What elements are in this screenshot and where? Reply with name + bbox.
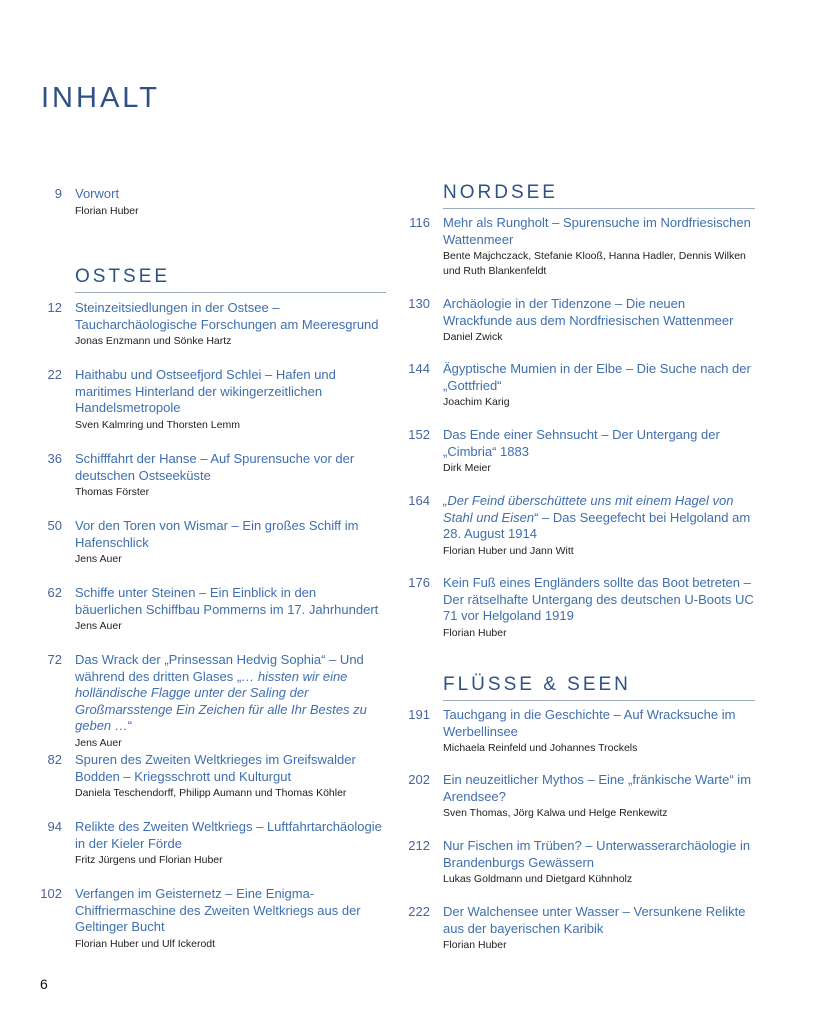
- entry-page-number: 144: [408, 361, 430, 376]
- toc-entry-vorwort[interactable]: [40, 186, 386, 219]
- entry-page-number: 72: [47, 652, 62, 667]
- section-heading-fluesse-seen: FLÜSSE & SEEN: [443, 674, 755, 701]
- entry-title: Der Walchensee unter Wasser – Versunkene Relikte aus der bayerischen Karibik: [443, 904, 746, 936]
- entry-title: Vorwort: [75, 186, 120, 201]
- entry-page-number: 130: [408, 296, 430, 311]
- toc-entry[interactable]: [40, 819, 386, 868]
- toc-entry[interactable]: [40, 518, 386, 567]
- entry-author: Florian Huber: [443, 626, 507, 639]
- entry-author: Jens Auer: [75, 620, 122, 632]
- entry-title: Schiffe unter Steinen – Ein Einblick in den bäuerlichen Schiffbau Pommerns im 17. Jahrhundert: [75, 585, 379, 617]
- entry-author: Bente Majchczack, Stefanie Klooß, Hanna Hadler, Dennis Wilken und Ruth Blankenfeldt: [443, 250, 746, 277]
- section-heading-ostsee: OSTSEE: [75, 266, 386, 293]
- entry-author: Michaela Reinfeld und Johannes Trockels: [443, 742, 638, 754]
- entry-page-number: 12: [47, 300, 62, 315]
- toc-entry[interactable]: [408, 772, 755, 821]
- toc-entry[interactable]: [40, 752, 386, 801]
- toc-entry[interactable]: [408, 904, 755, 953]
- entry-page-number: 62: [47, 585, 62, 600]
- entry-title: Tauchgang in die Geschichte – Auf Wracksuche im Werbellinsee: [443, 707, 736, 739]
- entry-page-number: 82: [47, 752, 62, 767]
- entry-page-number: 202: [408, 772, 430, 787]
- entry-author: Jens Auer: [75, 553, 122, 565]
- entry-title: Archäologie in der Tidenzone – Die neuen Wrackfunde aus dem Nordfriesischen Wattenmeer: [443, 296, 734, 328]
- entry-title: [443, 493, 755, 543]
- entry-page-number: 9: [54, 186, 62, 201]
- entry-title-quote: „Der Feind überschüttete uns mit einem Hagel von Stahl und Eisen: [443, 493, 734, 525]
- toc-entry[interactable]: [40, 451, 386, 500]
- entry-page-number: 36: [47, 451, 62, 466]
- entry-page-number: 50: [47, 518, 62, 533]
- entry-title: Steinzeitsiedlungen in der Ostsee – Taucharchäologische Forschungen am Meeresgrund: [75, 300, 379, 332]
- entry-page-number: 116: [409, 215, 430, 230]
- entry-title: Nur Fischen im Trüben? – Unterwasserarchäologie in Brandenburgs Gewässern: [443, 838, 751, 870]
- entry-title: Haithabu und Ostseefjord Schlei – Hafen und maritimes Hinterland der wikingerzeitlichen Handelsmetropole: [75, 367, 336, 415]
- entry-author: Dirk Meier: [443, 462, 491, 474]
- toc-entry[interactable]: [40, 300, 386, 349]
- entry-title: Ein neuzeitlicher Mythos – Eine „fränkische Warte“ im Arendsee?: [443, 772, 752, 804]
- toc-entry[interactable]: [40, 652, 386, 751]
- toc-entry[interactable]: [408, 427, 755, 476]
- entry-page-number: 102: [40, 886, 62, 901]
- entry-title: Mehr als Rungholt – Spurensuche im Nordfriesischen Wattenmeer: [443, 215, 751, 247]
- entry-author: Florian Huber: [443, 939, 507, 951]
- entry-title-text: Das Wrack der „Prinsessan Hedvig Sophia“ – Und während des dritten Glases „: [75, 652, 364, 684]
- toc-entry[interactable]: [408, 493, 755, 559]
- entry-title: Kein Fuß eines Engländers sollte das Boot betreten – Der rätselhafte Untergang des deutschen U-Boots UC 71 vor Helgoland 1919: [443, 575, 754, 623]
- toc-entry[interactable]: [408, 707, 755, 756]
- entry-title: Schifffahrt der Hanse – Auf Spurensuche vor der deutschen Ostseeküste: [75, 451, 355, 483]
- page-number: 6: [40, 976, 48, 992]
- entry-author: Daniel Zwick: [443, 331, 503, 343]
- entry-page-number: 164: [408, 493, 430, 508]
- entry-author: Florian Huber und Jann Witt: [443, 544, 574, 557]
- entry-page-number: 22: [47, 367, 62, 382]
- entry-title: Verfangen im Geisternetz – Eine Enigma-Chiffriermaschine des Zweiten Weltkriegs aus der Geltinger Bucht: [75, 886, 361, 934]
- entry-title: Ägyptische Mumien in der Elbe – Die Suche nach der „Gottfried“: [443, 361, 751, 393]
- entry-author: Lukas Goldmann und Dietgard Kühnholz: [443, 873, 633, 885]
- entry-author: Florian Huber und Ulf Ickerodt: [75, 937, 216, 950]
- toc-entry[interactable]: [408, 361, 755, 410]
- entry-author: Sven Thomas, Jörg Kalwa und Helge Renkewitz: [443, 807, 668, 819]
- toc-entry[interactable]: [408, 215, 755, 279]
- entry-author: Fritz Jürgens und Florian Huber: [75, 854, 223, 866]
- entry-author: Jonas Enzmann und Sönke Hartz: [75, 335, 232, 347]
- entry-author: Joachim Karig: [443, 396, 510, 408]
- entry-page-number: 152: [408, 427, 430, 442]
- entry-author: Jens Auer: [75, 736, 122, 749]
- toc-entry[interactable]: [408, 575, 755, 641]
- section-heading-nordsee: NORDSEE: [443, 182, 755, 209]
- entry-author: Florian Huber: [75, 204, 139, 217]
- entry-page-number: 176: [408, 575, 430, 590]
- toc-entry[interactable]: [40, 585, 386, 634]
- entry-page-number: 212: [408, 838, 430, 853]
- entry-page-number: 222: [408, 904, 430, 919]
- entry-title: Spuren des Zweiten Weltkrieges im Greifswalder Bodden – Kriegsschrott und Kulturgut: [75, 752, 356, 784]
- entry-title: [75, 652, 386, 735]
- entry-title-text: “: [127, 718, 133, 733]
- entry-title: Relikte des Zweiten Weltkriegs – Luftfahrtarchäologie in der Kieler Förde: [75, 819, 382, 851]
- entry-page-number: 191: [408, 707, 430, 722]
- toc-entry[interactable]: [40, 367, 386, 433]
- toc-entry[interactable]: [408, 838, 755, 887]
- entry-author: Daniela Teschendorff, Philipp Aumann und Thomas Köhler: [75, 787, 347, 799]
- entry-author: Thomas Förster: [75, 486, 150, 498]
- entry-title: Das Ende einer Sehnsucht – Der Untergang der „Cimbria“ 1883: [443, 427, 720, 459]
- page-title: INHALT: [41, 82, 160, 114]
- entry-author: Sven Kalmring und Thorsten Lemm: [75, 418, 240, 431]
- entry-title-quote: … hissten wir eine holländische Flagge unter der Saling der Großmarsstenge Ein Zeichen für alle Ihr Bestes zu geben …: [75, 668, 367, 733]
- toc-entry[interactable]: [40, 886, 386, 952]
- toc-entry[interactable]: [408, 296, 755, 345]
- entry-title-text: “ – Das Seegefecht bei Helgoland am 28. August 1914: [443, 509, 751, 541]
- entry-title: Vor den Toren von Wismar – Ein großes Schiff im Hafenschlick: [75, 518, 359, 550]
- entry-page-number: 94: [47, 819, 62, 834]
